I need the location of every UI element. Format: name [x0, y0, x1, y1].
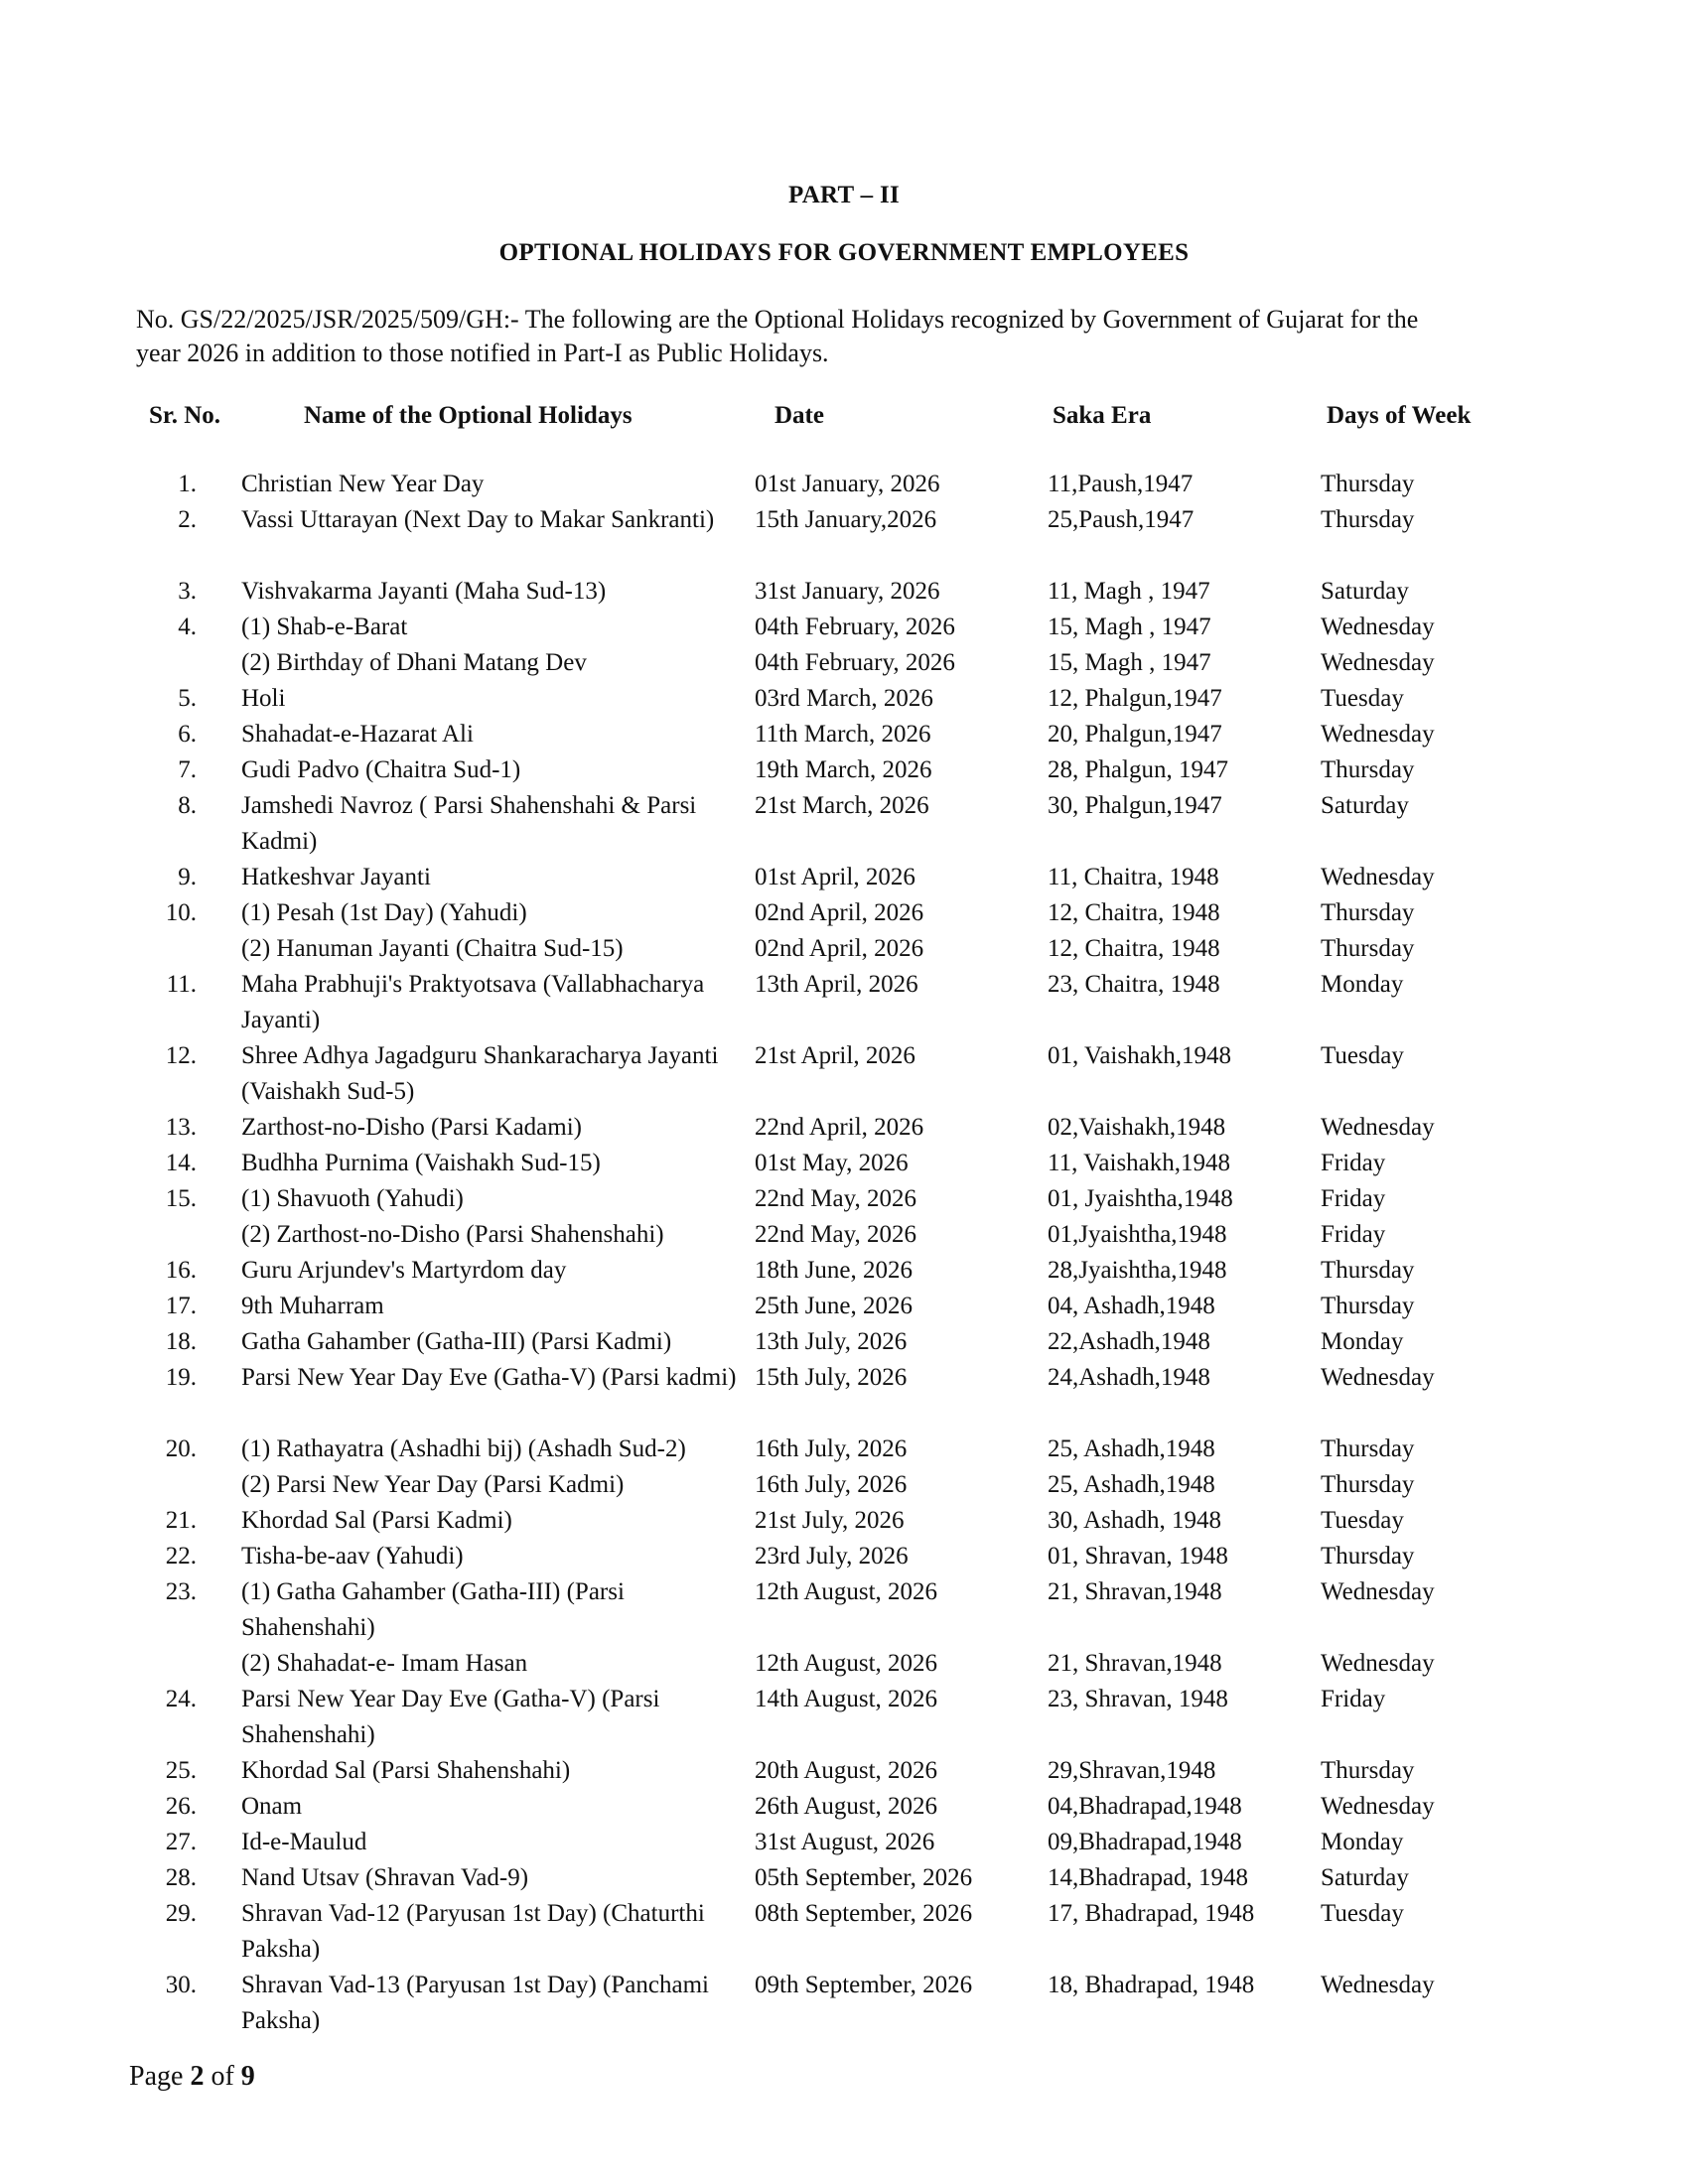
table-row	[0, 1825, 1688, 1860]
row-holiday-name: Parsi New Year Day Eve (Gatha-V) (Parsi kadmi)	[241, 1364, 737, 1391]
row-holiday-name: Shravan Vad-13 (Paryusan 1st Day) (Panchami Paksha)	[241, 1972, 709, 2034]
row-sr-no: 30.	[165, 1972, 197, 1998]
row-date: 22nd May, 2026	[755, 1185, 916, 1212]
row-date: 05th September, 2026	[755, 1864, 973, 1891]
intro-paragraph: No. GS/22/2025/JSR/2025/509/GH:- The following are the Optional Holidays recognized by Government of Gujarat for the year 2026 in addition to those notified in Part-I as Public Holidays.	[136, 305, 1419, 367]
table-row	[0, 1753, 1688, 1789]
row-saka-era: 17, Bhadrapad, 1948	[1048, 1900, 1255, 1927]
row-saka-era: 11,Paush,1947	[1048, 471, 1194, 497]
row-sr-no: 5.	[178, 685, 197, 712]
row-date: 04th February, 2026	[755, 649, 955, 676]
row-day-of-week: Thursday	[1321, 756, 1415, 783]
row-sr-no: 8.	[178, 792, 197, 819]
row-date: 31st January, 2026	[755, 578, 940, 605]
row-date: 01st May, 2026	[755, 1150, 909, 1176]
row-saka-era: 01, Jyaishtha,1948	[1048, 1185, 1233, 1212]
row-sr-no: 12.	[165, 1042, 197, 1069]
row-saka-era: 25, Ashadh,1948	[1048, 1435, 1215, 1462]
row-day-of-week: Friday	[1321, 1221, 1386, 1248]
row-day-of-week: Tuesday	[1321, 1900, 1404, 1927]
row-sr-no: 24.	[165, 1686, 197, 1712]
row-date: 01st April, 2026	[755, 864, 915, 890]
row-holiday-name: (2) Hanuman Jayanti (Chaitra Sud-15)	[241, 935, 624, 962]
row-day-of-week: Wednesday	[1321, 649, 1435, 676]
header-date: Date	[774, 402, 824, 429]
row-holiday-name: Tisha-be-aav (Yahudi)	[241, 1543, 464, 1570]
table-row	[0, 610, 1688, 645]
row-date: 16th July, 2026	[755, 1435, 908, 1462]
row-holiday-name: Zarthost-no-Disho (Parsi Kadami)	[241, 1114, 582, 1141]
row-day-of-week: Wednesday	[1321, 1364, 1435, 1391]
row-day-of-week: Thursday	[1321, 899, 1415, 926]
table-row	[0, 967, 1688, 1038]
row-day-of-week: Tuesday	[1321, 1042, 1404, 1069]
row-saka-era: 12, Chaitra, 1948	[1048, 899, 1220, 926]
row-date: 03rd March, 2026	[755, 685, 933, 712]
row-sr-no: 26.	[165, 1793, 197, 1820]
row-holiday-name: Hatkeshvar Jayanti	[241, 864, 431, 890]
row-holiday-name: (1) Shavuoth (Yahudi)	[241, 1185, 464, 1212]
row-holiday-name: (1) Gatha Gahamber (Gatha-III) (Parsi Shahenshahi)	[241, 1578, 625, 1641]
row-sr-no: 16.	[165, 1257, 197, 1284]
table-row	[0, 1646, 1688, 1682]
row-date: 12th August, 2026	[755, 1578, 938, 1605]
row-sr-no: 19.	[165, 1364, 197, 1391]
row-day-of-week: Tuesday	[1321, 685, 1404, 712]
row-day-of-week: Thursday	[1321, 1435, 1415, 1462]
row-holiday-name: (2) Parsi New Year Day (Parsi Kadmi)	[241, 1471, 625, 1498]
row-day-of-week: Saturday	[1321, 578, 1409, 605]
row-saka-era: 09,Bhadrapad,1948	[1048, 1829, 1242, 1855]
table-row	[0, 1181, 1688, 1217]
row-sr-no: 22.	[165, 1543, 197, 1570]
table-row	[0, 1682, 1688, 1753]
header-saka-era: Saka Era	[1053, 402, 1152, 429]
row-day-of-week: Friday	[1321, 1686, 1386, 1712]
row-sr-no: 28.	[165, 1864, 197, 1891]
table-row	[0, 752, 1688, 788]
table-row	[0, 1896, 1688, 1968]
row-sr-no: 10.	[165, 899, 197, 926]
row-day-of-week: Saturday	[1321, 1864, 1409, 1891]
row-sr-no: 14.	[165, 1150, 197, 1176]
table-row	[0, 681, 1688, 717]
row-date: 25th June, 2026	[755, 1293, 914, 1319]
table-row	[0, 1968, 1688, 2039]
row-date: 14th August, 2026	[755, 1686, 938, 1712]
row-date: 02nd April, 2026	[755, 899, 924, 926]
row-holiday-name: Nand Utsav (Shravan Vad-9)	[241, 1864, 529, 1891]
row-sr-no: 23.	[165, 1578, 197, 1605]
row-sr-no: 1.	[178, 471, 197, 497]
row-day-of-week: Thursday	[1321, 935, 1415, 962]
row-holiday-name: Onam	[241, 1793, 303, 1820]
row-date: 22nd April, 2026	[755, 1114, 924, 1141]
row-holiday-name: Christian New Year Day	[241, 471, 485, 497]
row-saka-era: 21, Shravan,1948	[1048, 1650, 1222, 1677]
row-date: 13th April, 2026	[755, 971, 918, 998]
row-saka-era: 11, Magh , 1947	[1048, 578, 1210, 605]
table-row	[0, 1038, 1688, 1110]
document-title: OPTIONAL HOLIDAYS FOR GOVERNMENT EMPLOYEES	[498, 239, 1190, 266]
row-sr-no: 4.	[178, 614, 197, 640]
row-saka-era: 23, Chaitra, 1948	[1048, 971, 1220, 998]
table-row	[0, 1324, 1688, 1360]
table-row	[0, 1217, 1688, 1253]
table-row	[0, 931, 1688, 967]
page-total: 9	[240, 2061, 255, 2092]
row-day-of-week: Monday	[1321, 1829, 1404, 1855]
row-sr-no: 18.	[165, 1328, 197, 1355]
row-day-of-week: Thursday	[1321, 1293, 1415, 1319]
row-holiday-name: Shree Adhya Jagadguru Shankaracharya Jayanti (Vaishakh Sud-5)	[241, 1042, 719, 1105]
row-saka-era: 15, Magh , 1947	[1048, 614, 1211, 640]
row-day-of-week: Wednesday	[1321, 1578, 1435, 1605]
row-sr-no: 6.	[178, 721, 197, 748]
table-row	[0, 1253, 1688, 1289]
row-holiday-name: Khordad Sal (Parsi Kadmi)	[241, 1507, 512, 1534]
row-holiday-name: Maha Prabhuji's Praktyotsava (Vallabhacharya Jayanti)	[241, 971, 705, 1033]
row-sr-no: 29.	[165, 1900, 197, 1927]
row-saka-era: 15, Magh , 1947	[1048, 649, 1211, 676]
row-holiday-name: (2) Birthday of Dhani Matang Dev	[241, 649, 587, 676]
row-day-of-week: Monday	[1321, 971, 1404, 998]
row-holiday-name: Gatha Gahamber (Gatha-III) (Parsi Kadmi)	[241, 1328, 672, 1355]
row-day-of-week: Saturday	[1321, 792, 1409, 819]
table-row	[0, 788, 1688, 860]
row-saka-era: 24,Ashadh,1948	[1048, 1364, 1210, 1391]
row-date: 22nd May, 2026	[755, 1221, 916, 1248]
row-saka-era: 01, Shravan, 1948	[1048, 1543, 1228, 1570]
row-day-of-week: Monday	[1321, 1328, 1404, 1355]
row-saka-era: 21, Shravan,1948	[1048, 1578, 1222, 1605]
row-sr-no: 13.	[165, 1114, 197, 1141]
part-title: PART – II	[787, 182, 901, 208]
row-sr-no: 2.	[178, 506, 197, 533]
row-day-of-week: Wednesday	[1321, 721, 1435, 748]
row-holiday-name: 9th Muharram	[241, 1293, 384, 1319]
page-number	[129, 2061, 255, 2093]
table-row	[0, 1467, 1688, 1503]
row-sr-no: 9.	[178, 864, 197, 890]
row-date: 15th January,2026	[755, 506, 937, 533]
row-date: 21st July, 2026	[755, 1507, 905, 1534]
row-saka-era: 22,Ashadh,1948	[1048, 1328, 1210, 1355]
row-holiday-name: (1) Pesah (1st Day) (Yahudi)	[241, 899, 527, 926]
row-day-of-week: Tuesday	[1321, 1507, 1404, 1534]
row-day-of-week: Wednesday	[1321, 1650, 1435, 1677]
table-row	[0, 1860, 1688, 1896]
row-holiday-name: (1) Shab-e-Barat	[241, 614, 408, 640]
row-saka-era: 28,Jyaishtha,1948	[1048, 1257, 1227, 1284]
row-date: 13th July, 2026	[755, 1328, 908, 1355]
row-holiday-name: Budhha Purnima (Vaishakh Sud-15)	[241, 1150, 601, 1176]
row-saka-era: 28, Phalgun, 1947	[1048, 756, 1228, 783]
table-row	[0, 1432, 1688, 1467]
row-sr-no: 15.	[165, 1185, 197, 1212]
row-date: 26th August, 2026	[755, 1793, 938, 1820]
row-holiday-name: (2) Shahadat-e- Imam Hasan	[241, 1650, 528, 1677]
row-saka-era: 11, Chaitra, 1948	[1048, 864, 1219, 890]
table-row	[0, 1539, 1688, 1574]
row-saka-era: 30, Phalgun,1947	[1048, 792, 1222, 819]
row-date: 15th July, 2026	[755, 1364, 908, 1391]
row-sr-no: 20.	[165, 1435, 197, 1462]
page-of: of	[204, 2061, 241, 2092]
row-holiday-name: Khordad Sal (Parsi Shahenshahi)	[241, 1757, 571, 1784]
row-holiday-name: Shahadat-e-Hazarat Ali	[241, 721, 474, 748]
row-sr-no: 3.	[178, 578, 197, 605]
row-saka-era: 25,Paush,1947	[1048, 506, 1195, 533]
table-row	[0, 502, 1688, 574]
row-date: 08th September, 2026	[755, 1900, 973, 1927]
table-row	[0, 1360, 1688, 1432]
row-date: 09th September, 2026	[755, 1972, 973, 1998]
row-saka-era: 12, Phalgun,1947	[1048, 685, 1222, 712]
row-saka-era: 01, Vaishakh,1948	[1048, 1042, 1231, 1069]
table-row	[0, 895, 1688, 931]
row-sr-no: 27.	[165, 1829, 197, 1855]
row-day-of-week: Wednesday	[1321, 1793, 1435, 1820]
row-saka-era: 18, Bhadrapad, 1948	[1048, 1972, 1255, 1998]
row-date: 20th August, 2026	[755, 1757, 938, 1784]
row-saka-era: 14,Bhadrapad, 1948	[1048, 1864, 1249, 1891]
row-day-of-week: Thursday	[1321, 1257, 1415, 1284]
row-date: 18th June, 2026	[755, 1257, 914, 1284]
row-saka-era: 01,Jyaishtha,1948	[1048, 1221, 1227, 1248]
row-holiday-name: Holi	[241, 685, 286, 712]
row-date: 21st March, 2026	[755, 792, 929, 819]
row-holiday-name: Jamshedi Navroz ( Parsi Shahenshahi & Parsi Kadmi)	[241, 792, 697, 855]
row-holiday-name: Vishvakarma Jayanti (Maha Sud-13)	[241, 578, 607, 605]
row-holiday-name: Shravan Vad-12 (Paryusan 1st Day) (Chaturthi Paksha)	[241, 1900, 705, 1963]
row-day-of-week: Wednesday	[1321, 614, 1435, 640]
holiday-table	[0, 467, 1688, 2039]
row-saka-era: 23, Shravan, 1948	[1048, 1686, 1228, 1712]
row-saka-era: 02,Vaishakh,1948	[1048, 1114, 1226, 1141]
row-date: 16th July, 2026	[755, 1471, 908, 1498]
row-sr-no: 21.	[165, 1507, 197, 1534]
row-day-of-week: Friday	[1321, 1150, 1386, 1176]
row-date: 04th February, 2026	[755, 614, 955, 640]
row-date: 02nd April, 2026	[755, 935, 924, 962]
table-row	[0, 1503, 1688, 1539]
row-holiday-name: Gudi Padvo (Chaitra Sud-1)	[241, 756, 521, 783]
row-sr-no: 17.	[165, 1293, 197, 1319]
row-saka-era: 25, Ashadh,1948	[1048, 1471, 1215, 1498]
table-row	[0, 1574, 1688, 1646]
table-row	[0, 467, 1688, 502]
row-saka-era: 12, Chaitra, 1948	[1048, 935, 1220, 962]
row-day-of-week: Thursday	[1321, 1757, 1415, 1784]
table-row	[0, 1146, 1688, 1181]
row-day-of-week: Wednesday	[1321, 864, 1435, 890]
row-holiday-name: Vassi Uttarayan (Next Day to Makar Sankranti)	[241, 506, 715, 533]
row-holiday-name: (1) Rathayatra (Ashadhi bij) (Ashadh Sud-2)	[241, 1435, 686, 1462]
table-row	[0, 1789, 1688, 1825]
header-sr-no: Sr. No.	[149, 402, 221, 429]
row-date: 21st April, 2026	[755, 1042, 915, 1069]
table-row	[0, 860, 1688, 895]
row-date: 11th March, 2026	[755, 721, 931, 748]
row-day-of-week: Thursday	[1321, 1543, 1415, 1570]
row-saka-era: 29,Shravan,1948	[1048, 1757, 1216, 1784]
row-date: 12th August, 2026	[755, 1650, 938, 1677]
table-row	[0, 574, 1688, 610]
table-row	[0, 645, 1688, 681]
row-date: 31st August, 2026	[755, 1829, 935, 1855]
page-prefix: Page	[129, 2061, 191, 2092]
row-holiday-name: Id-e-Maulud	[241, 1829, 367, 1855]
table-row	[0, 1289, 1688, 1324]
row-day-of-week: Thursday	[1321, 1471, 1415, 1498]
row-saka-era: 20, Phalgun,1947	[1048, 721, 1222, 748]
row-saka-era: 11, Vaishakh,1948	[1048, 1150, 1231, 1176]
row-sr-no: 11.	[166, 971, 197, 998]
page-current: 2	[190, 2061, 205, 2092]
row-day-of-week: Wednesday	[1321, 1972, 1435, 1998]
row-date: 01st January, 2026	[755, 471, 940, 497]
row-date: 23rd July, 2026	[755, 1543, 909, 1570]
row-saka-era: 04, Ashadh,1948	[1048, 1293, 1215, 1319]
row-day-of-week: Wednesday	[1321, 1114, 1435, 1141]
row-day-of-week: Thursday	[1321, 471, 1415, 497]
row-holiday-name: Guru Arjundev's Martyrdom day	[241, 1257, 567, 1284]
header-holiday-name: Name of the Optional Holidays	[304, 402, 633, 429]
table-row	[0, 1110, 1688, 1146]
row-saka-era: 04,Bhadrapad,1948	[1048, 1793, 1242, 1820]
row-day-of-week: Thursday	[1321, 506, 1415, 533]
row-holiday-name: (2) Zarthost-no-Disho (Parsi Shahenshahi)	[241, 1221, 664, 1248]
row-sr-no: 7.	[178, 756, 197, 783]
row-sr-no: 25.	[165, 1757, 197, 1784]
row-saka-era: 30, Ashadh, 1948	[1048, 1507, 1221, 1534]
row-date: 19th March, 2026	[755, 756, 932, 783]
header-days-of-week: Days of Week	[1327, 402, 1472, 429]
row-holiday-name: Parsi New Year Day Eve (Gatha-V) (Parsi Shahenshahi)	[241, 1686, 660, 1748]
table-row	[0, 717, 1688, 752]
row-day-of-week: Friday	[1321, 1185, 1386, 1212]
